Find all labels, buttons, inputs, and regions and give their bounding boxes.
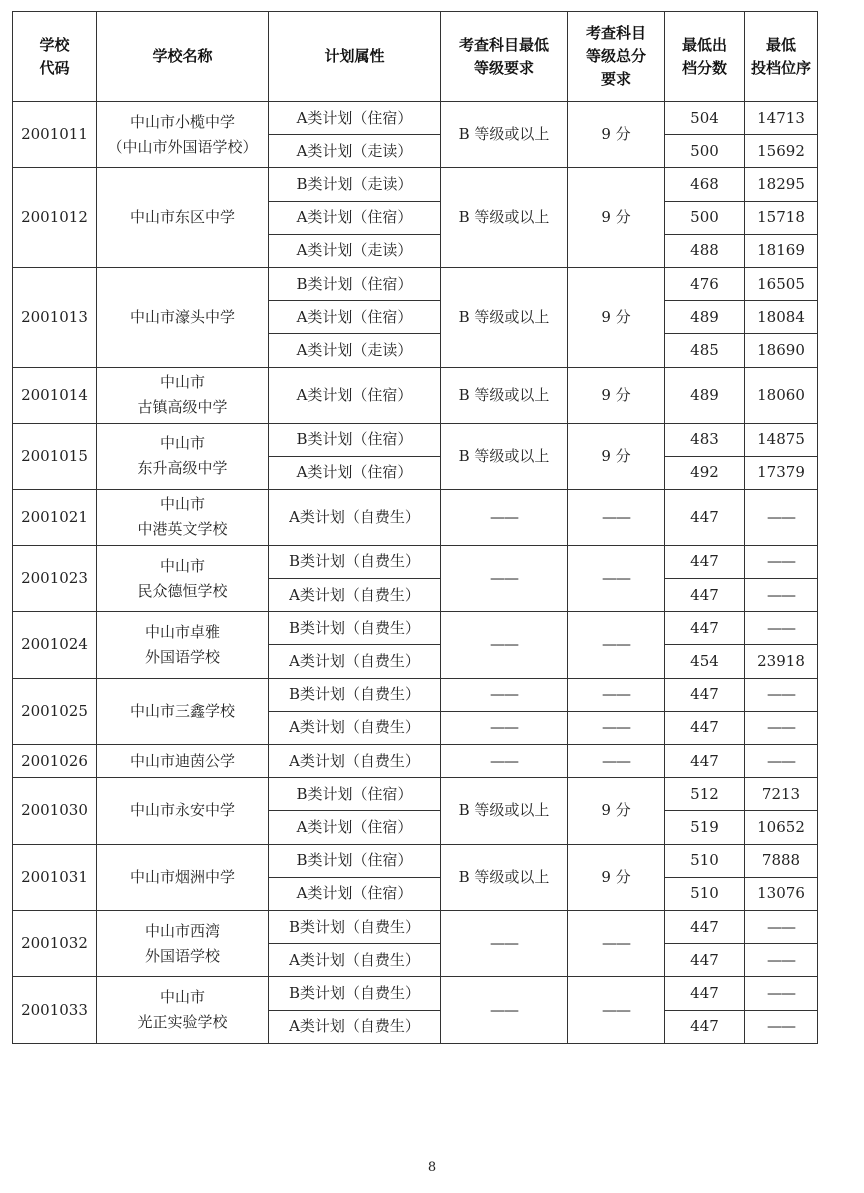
min-rank: 10652 [745,811,818,844]
total-grade: 9 分 [568,423,665,489]
min-grade: B 等级或以上 [441,102,568,168]
school-code: 2001013 [13,267,97,367]
school-name: 中山市三鑫学校 [97,678,269,744]
min-rank: 7888 [745,844,818,877]
header-min-rank: 最低 投档位序 [745,12,818,102]
school-code: 2001014 [13,367,97,423]
min-grade: —— [441,910,568,976]
total-grade: —— [568,977,665,1043]
min-score: 468 [665,168,745,201]
min-score: 454 [665,645,745,678]
min-score: 447 [665,612,745,645]
min-score: 489 [665,301,745,334]
plan-type: A类计划（自费生） [269,711,441,744]
school-code: 2001023 [13,545,97,611]
min-score: 447 [665,489,745,545]
plan-type: B类计划（自费生） [269,910,441,943]
min-score: 483 [665,423,745,456]
min-rank: 18060 [745,367,818,423]
school-code: 2001021 [13,489,97,545]
min-rank: 14713 [745,102,818,135]
school-code: 2001025 [13,678,97,744]
min-score: 447 [665,977,745,1010]
min-score: 485 [665,334,745,367]
min-grade: —— [441,711,568,744]
plan-type: A类计划（自费生） [269,579,441,612]
min-grade: —— [441,612,568,678]
min-rank: —— [745,678,818,711]
school-name: 中山市卓雅 外国语学校 [97,612,269,678]
total-grade: 9 分 [568,844,665,910]
min-score: 504 [665,102,745,135]
min-rank: —— [745,489,818,545]
min-score: 510 [665,877,745,910]
table-row [13,489,818,545]
min-score: 447 [665,745,745,778]
plan-type: B类计划（住宿） [269,778,441,811]
min-score: 519 [665,811,745,844]
school-name: 中山市 中港英文学校 [97,489,269,545]
min-score: 512 [665,778,745,811]
min-score: 447 [665,711,745,744]
total-grade: 9 分 [568,102,665,168]
min-rank: —— [745,910,818,943]
min-grade: B 等级或以上 [441,267,568,367]
school-code: 2001033 [13,977,97,1043]
table-row [13,367,818,423]
min-rank: 18084 [745,301,818,334]
table-row [13,168,818,201]
min-grade: B 等级或以上 [441,367,568,423]
header-plan-type: 计划属性 [269,12,441,102]
min-rank: —— [745,977,818,1010]
min-grade: —— [441,489,568,545]
table-row [13,102,818,135]
min-rank: —— [745,711,818,744]
plan-type: A类计划（住宿） [269,456,441,489]
table-row [13,910,818,943]
min-score: 510 [665,844,745,877]
min-rank: 15718 [745,201,818,234]
min-rank: 18295 [745,168,818,201]
plan-type: A类计划（自费生） [269,745,441,778]
table-row [13,612,818,645]
total-grade: 9 分 [568,367,665,423]
plan-type: A类计划（自费生） [269,944,441,977]
plan-type: B类计划（自费生） [269,678,441,711]
school-name: 中山市烟洲中学 [97,844,269,910]
header-school-code: 学校 代码 [13,12,97,102]
min-rank: —— [745,545,818,578]
min-grade: B 等级或以上 [441,168,568,268]
school-name: 中山市永安中学 [97,778,269,844]
min-score: 447 [665,1010,745,1043]
plan-type: B类计划（走读） [269,168,441,201]
total-grade: —— [568,745,665,778]
min-score: 489 [665,367,745,423]
plan-type: A类计划（住宿） [269,877,441,910]
school-name: 中山市西湾 外国语学校 [97,910,269,976]
total-grade: —— [568,678,665,711]
plan-type: A类计划（走读） [269,234,441,267]
plan-type: B类计划（自费生） [269,545,441,578]
plan-type: A类计划（自费生） [269,489,441,545]
min-grade: B 等级或以上 [441,844,568,910]
table-header-row [13,12,818,102]
table-row [13,778,818,811]
total-grade: 9 分 [568,267,665,367]
page-number: 8 [427,1160,437,1175]
school-name: 中山市东区中学 [97,168,269,268]
table-row [13,977,818,1010]
table-row [13,678,818,711]
school-code: 2001030 [13,778,97,844]
school-name: 中山市迪茵公学 [97,745,269,778]
min-rank: —— [745,1010,818,1043]
table-row [13,844,818,877]
min-grade: B 等级或以上 [441,423,568,489]
header-school-name: 学校名称 [97,12,269,102]
min-grade: —— [441,545,568,611]
plan-type: B类计划（自费生） [269,612,441,645]
total-grade: —— [568,489,665,545]
school-name: 中山市 民众德恒学校 [97,545,269,611]
table-row [13,745,818,778]
min-grade: —— [441,745,568,778]
total-grade: —— [568,910,665,976]
header-total-grade: 考查科目 等级总分 要求 [568,12,665,102]
min-rank: 13076 [745,877,818,910]
school-code: 2001032 [13,910,97,976]
table-body [13,102,818,1044]
school-code: 2001012 [13,168,97,268]
min-rank: 7213 [745,778,818,811]
school-code: 2001024 [13,612,97,678]
min-rank: —— [745,745,818,778]
header-min-score: 最低出 档分数 [665,12,745,102]
min-rank: 16505 [745,267,818,300]
min-score: 500 [665,135,745,168]
min-score: 476 [665,267,745,300]
min-grade: B 等级或以上 [441,778,568,844]
header-min-grade: 考查科目最低 等级要求 [441,12,568,102]
plan-type: B类计划（住宿） [269,267,441,300]
min-score: 447 [665,944,745,977]
school-code: 2001031 [13,844,97,910]
school-name: 中山市 光正实验学校 [97,977,269,1043]
min-score: 447 [665,678,745,711]
min-grade: —— [441,678,568,711]
total-grade: —— [568,612,665,678]
plan-type: A类计划（住宿） [269,367,441,423]
min-score: 447 [665,545,745,578]
school-name: 中山市濠头中学 [97,267,269,367]
total-grade: 9 分 [568,168,665,268]
min-score: 492 [665,456,745,489]
min-rank: 18690 [745,334,818,367]
plan-type: A类计划（住宿） [269,301,441,334]
school-code: 2001011 [13,102,97,168]
min-rank: 23918 [745,645,818,678]
min-rank: 14875 [745,423,818,456]
plan-type: A类计划（自费生） [269,1010,441,1043]
table-row [13,267,818,300]
min-score: 488 [665,234,745,267]
plan-type: A类计划（自费生） [269,645,441,678]
min-rank: —— [745,944,818,977]
plan-type: A类计划（住宿） [269,102,441,135]
plan-type: B类计划（自费生） [269,977,441,1010]
total-grade: —— [568,545,665,611]
total-grade: —— [568,711,665,744]
table-row [13,423,818,456]
min-rank: 15692 [745,135,818,168]
plan-type: A类计划（住宿） [269,811,441,844]
school-name: 中山市 东升高级中学 [97,423,269,489]
min-grade: —— [441,977,568,1043]
plan-type: B类计划（住宿） [269,423,441,456]
plan-type: A类计划（走读） [269,334,441,367]
school-code: 2001026 [13,745,97,778]
plan-type: A类计划（住宿） [269,201,441,234]
table-row [13,545,818,578]
total-grade: 9 分 [568,778,665,844]
min-score: 447 [665,910,745,943]
min-rank: —— [745,579,818,612]
school-name: 中山市 古镇高级中学 [97,367,269,423]
min-rank: 17379 [745,456,818,489]
plan-type: B类计划（住宿） [269,844,441,877]
min-rank: 18169 [745,234,818,267]
school-name: 中山市小榄中学 （中山市外国语学校） [97,102,269,168]
min-rank: —— [745,612,818,645]
min-score: 447 [665,579,745,612]
plan-type: A类计划（走读） [269,135,441,168]
min-score: 500 [665,201,745,234]
admission-score-table [12,11,818,1044]
school-code: 2001015 [13,423,97,489]
